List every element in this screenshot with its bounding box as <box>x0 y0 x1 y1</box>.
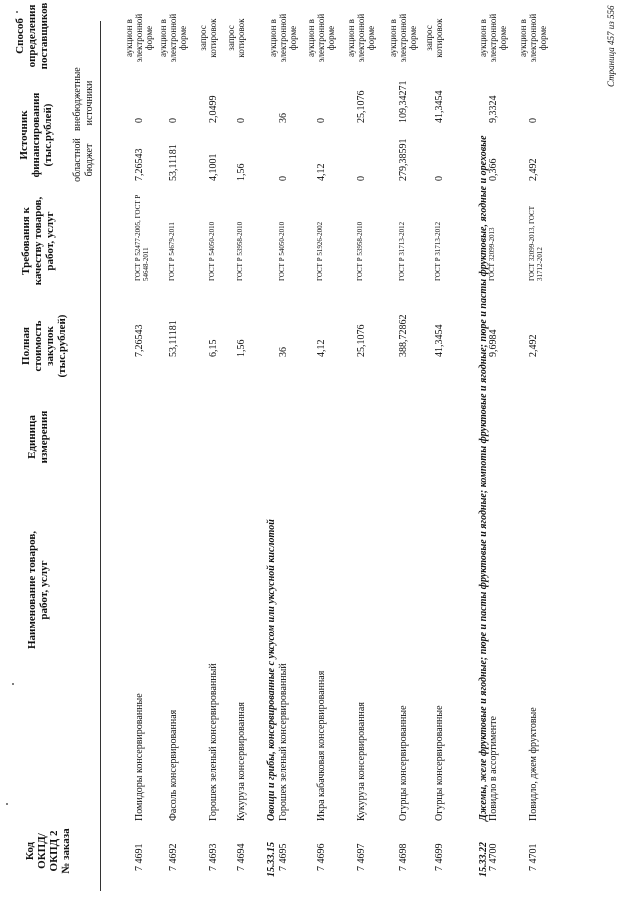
row-standard: ГОСТ Р 52477-2005, ГОСТ Р 54648-2011 <box>134 194 150 281</box>
section-code: 15.33.15 <box>266 842 277 877</box>
row-standard: ГОСТ 32099-2013 <box>488 227 496 281</box>
row-budget: 0 <box>356 176 367 181</box>
row-number: 7 4696 <box>316 843 327 871</box>
header-method: Способ определения поставщиков <box>14 2 50 70</box>
row-number: 7 4701 <box>528 843 539 871</box>
row-extra: 25,1076 <box>356 90 367 123</box>
row-budget: 0 <box>278 176 289 181</box>
row-budget: 1,56 <box>236 163 247 181</box>
header-source: Источник финансирования (тыс.рублей) <box>18 92 54 178</box>
row-method: аукцион в электронной форме <box>346 13 376 63</box>
scan-speck <box>6 803 8 805</box>
row-total: 41,3454 <box>434 324 445 357</box>
row-method: аукцион в электронной форме <box>158 13 188 63</box>
row-number: 7 4698 <box>398 843 409 871</box>
row-standard: ГОСТ Р 51926-2002 <box>316 221 324 281</box>
section-title: Овощи и грибы, консервированные с уксусом или уксусной кислотой <box>266 519 277 821</box>
header-source-regional: областной бюджет <box>72 138 95 182</box>
page-footer: Страница 457 из 556 <box>606 5 616 87</box>
row-extra: 41,3454 <box>434 90 445 123</box>
row-method: запрос котировок <box>198 18 218 58</box>
row-name: Кукуруза консервированная <box>356 702 367 821</box>
row-name: Огурцы консервированные <box>434 705 445 821</box>
header-name: Наименование товаров, работ, услуг <box>26 530 50 650</box>
row-number: 7 4694 <box>236 843 247 871</box>
row-total: 1,56 <box>236 339 247 357</box>
row-name: Огурцы консервированные <box>398 705 409 821</box>
header-source-extra: внебюджетные источники <box>72 67 95 131</box>
row-name: Кукуруза консервированная <box>236 702 247 821</box>
row-budget: 4,1001 <box>208 153 219 181</box>
row-name: Горошек зеленый консервированный <box>278 663 289 821</box>
row-name: Помидоры консервированные <box>134 693 145 821</box>
row-extra: 9,3324 <box>488 95 499 123</box>
section-title: Джемы, желе фруктовые и ягодные; пюре и пасты фруктовые и ягодные; компоты фруктовые и ягодные; пюре и пасты фруктовые, ягодные и ореховые <box>478 135 489 821</box>
row-extra: 0 <box>236 118 247 123</box>
row-standard: ГОСТ Р 53958-2010 <box>236 221 244 281</box>
header-rule <box>100 21 101 891</box>
row-standard: ГОСТ Р 54679-2011 <box>168 222 176 281</box>
row-total: 2,492 <box>528 334 539 357</box>
row-budget: 7,26543 <box>134 148 145 181</box>
row-method: аукцион в электронной форме <box>268 13 298 63</box>
row-total: 4,12 <box>316 339 327 357</box>
row-standard: ГОСТ Р 31713-2012 <box>398 221 406 281</box>
row-name: Повидло, джем фруктовые <box>528 707 539 821</box>
scan-speck <box>12 683 14 685</box>
row-method: аукцион в электронной форме <box>478 13 508 63</box>
row-extra: 2,0499 <box>208 95 219 123</box>
row-method: запрос котировок <box>424 18 444 58</box>
row-number: 7 4692 <box>168 843 179 871</box>
row-name: Икра кабачковая консервированная <box>316 670 327 821</box>
row-name: Фасоль консервированная <box>168 709 179 821</box>
header-unit: Единица измерения <box>26 410 50 464</box>
header-requirements: Требования к качеству товаров, работ, услуг <box>20 196 56 286</box>
header-total: Полная стоимость закупок (тыс.рублей) <box>20 314 68 378</box>
row-total: 25,1076 <box>356 324 367 357</box>
row-standard: ГОСТ 32099-2013, ГОСТ 31712-2012 <box>528 206 544 281</box>
row-total: 6,15 <box>208 339 219 357</box>
row-number: 7 4691 <box>134 843 145 871</box>
row-extra: 109,34271 <box>398 80 409 123</box>
row-method: аукцион в электронной форме <box>388 13 418 63</box>
row-budget: 0 <box>434 176 445 181</box>
row-budget: 53,11181 <box>168 144 179 181</box>
row-number: 7 4693 <box>208 843 219 871</box>
row-number: 7 4699 <box>434 843 445 871</box>
row-number: 7 4695 <box>278 843 289 871</box>
row-extra: 36 <box>278 113 289 123</box>
row-method: запрос котировок <box>226 18 246 58</box>
row-budget: 0,366 <box>488 158 499 181</box>
row-total: 7,26543 <box>134 324 145 357</box>
scan-speck <box>16 11 18 13</box>
row-budget: 279,38591 <box>398 138 409 181</box>
row-extra: 0 <box>528 118 539 123</box>
header-code: Код ОКПД/ ОКПД 2 № заказа <box>24 828 72 874</box>
row-standard: ГОСТ Р 54050-2010 <box>278 221 286 281</box>
row-method: аукцион в электронной форме <box>124 13 154 63</box>
row-number: 7 4700 <box>488 843 499 871</box>
row-name: Горошек зеленый консервированный <box>208 663 219 821</box>
row-total: 9,6984 <box>488 329 499 357</box>
row-extra: 0 <box>134 118 145 123</box>
row-budget: 4,12 <box>316 163 327 181</box>
row-number: 7 4697 <box>356 843 367 871</box>
row-total: 388,72862 <box>398 314 409 357</box>
row-total: 53,11181 <box>168 320 179 357</box>
row-extra: 0 <box>316 118 327 123</box>
row-standard: ГОСТ Р 53958-2010 <box>356 221 364 281</box>
row-budget: 2,492 <box>528 158 539 181</box>
row-name: Повидло в ассортименте <box>488 716 499 821</box>
row-method: аукцион в электронной форме <box>306 13 336 63</box>
row-total: 36 <box>278 347 289 357</box>
section-code: 15.33.22 <box>478 842 489 877</box>
row-standard: ГОСТ Р 31713-2012 <box>434 221 442 281</box>
row-method: аукцион в электронной форме <box>518 13 548 63</box>
row-standard: ГОСТ Р 54050-2010 <box>208 221 216 281</box>
row-extra: 0 <box>168 118 179 123</box>
